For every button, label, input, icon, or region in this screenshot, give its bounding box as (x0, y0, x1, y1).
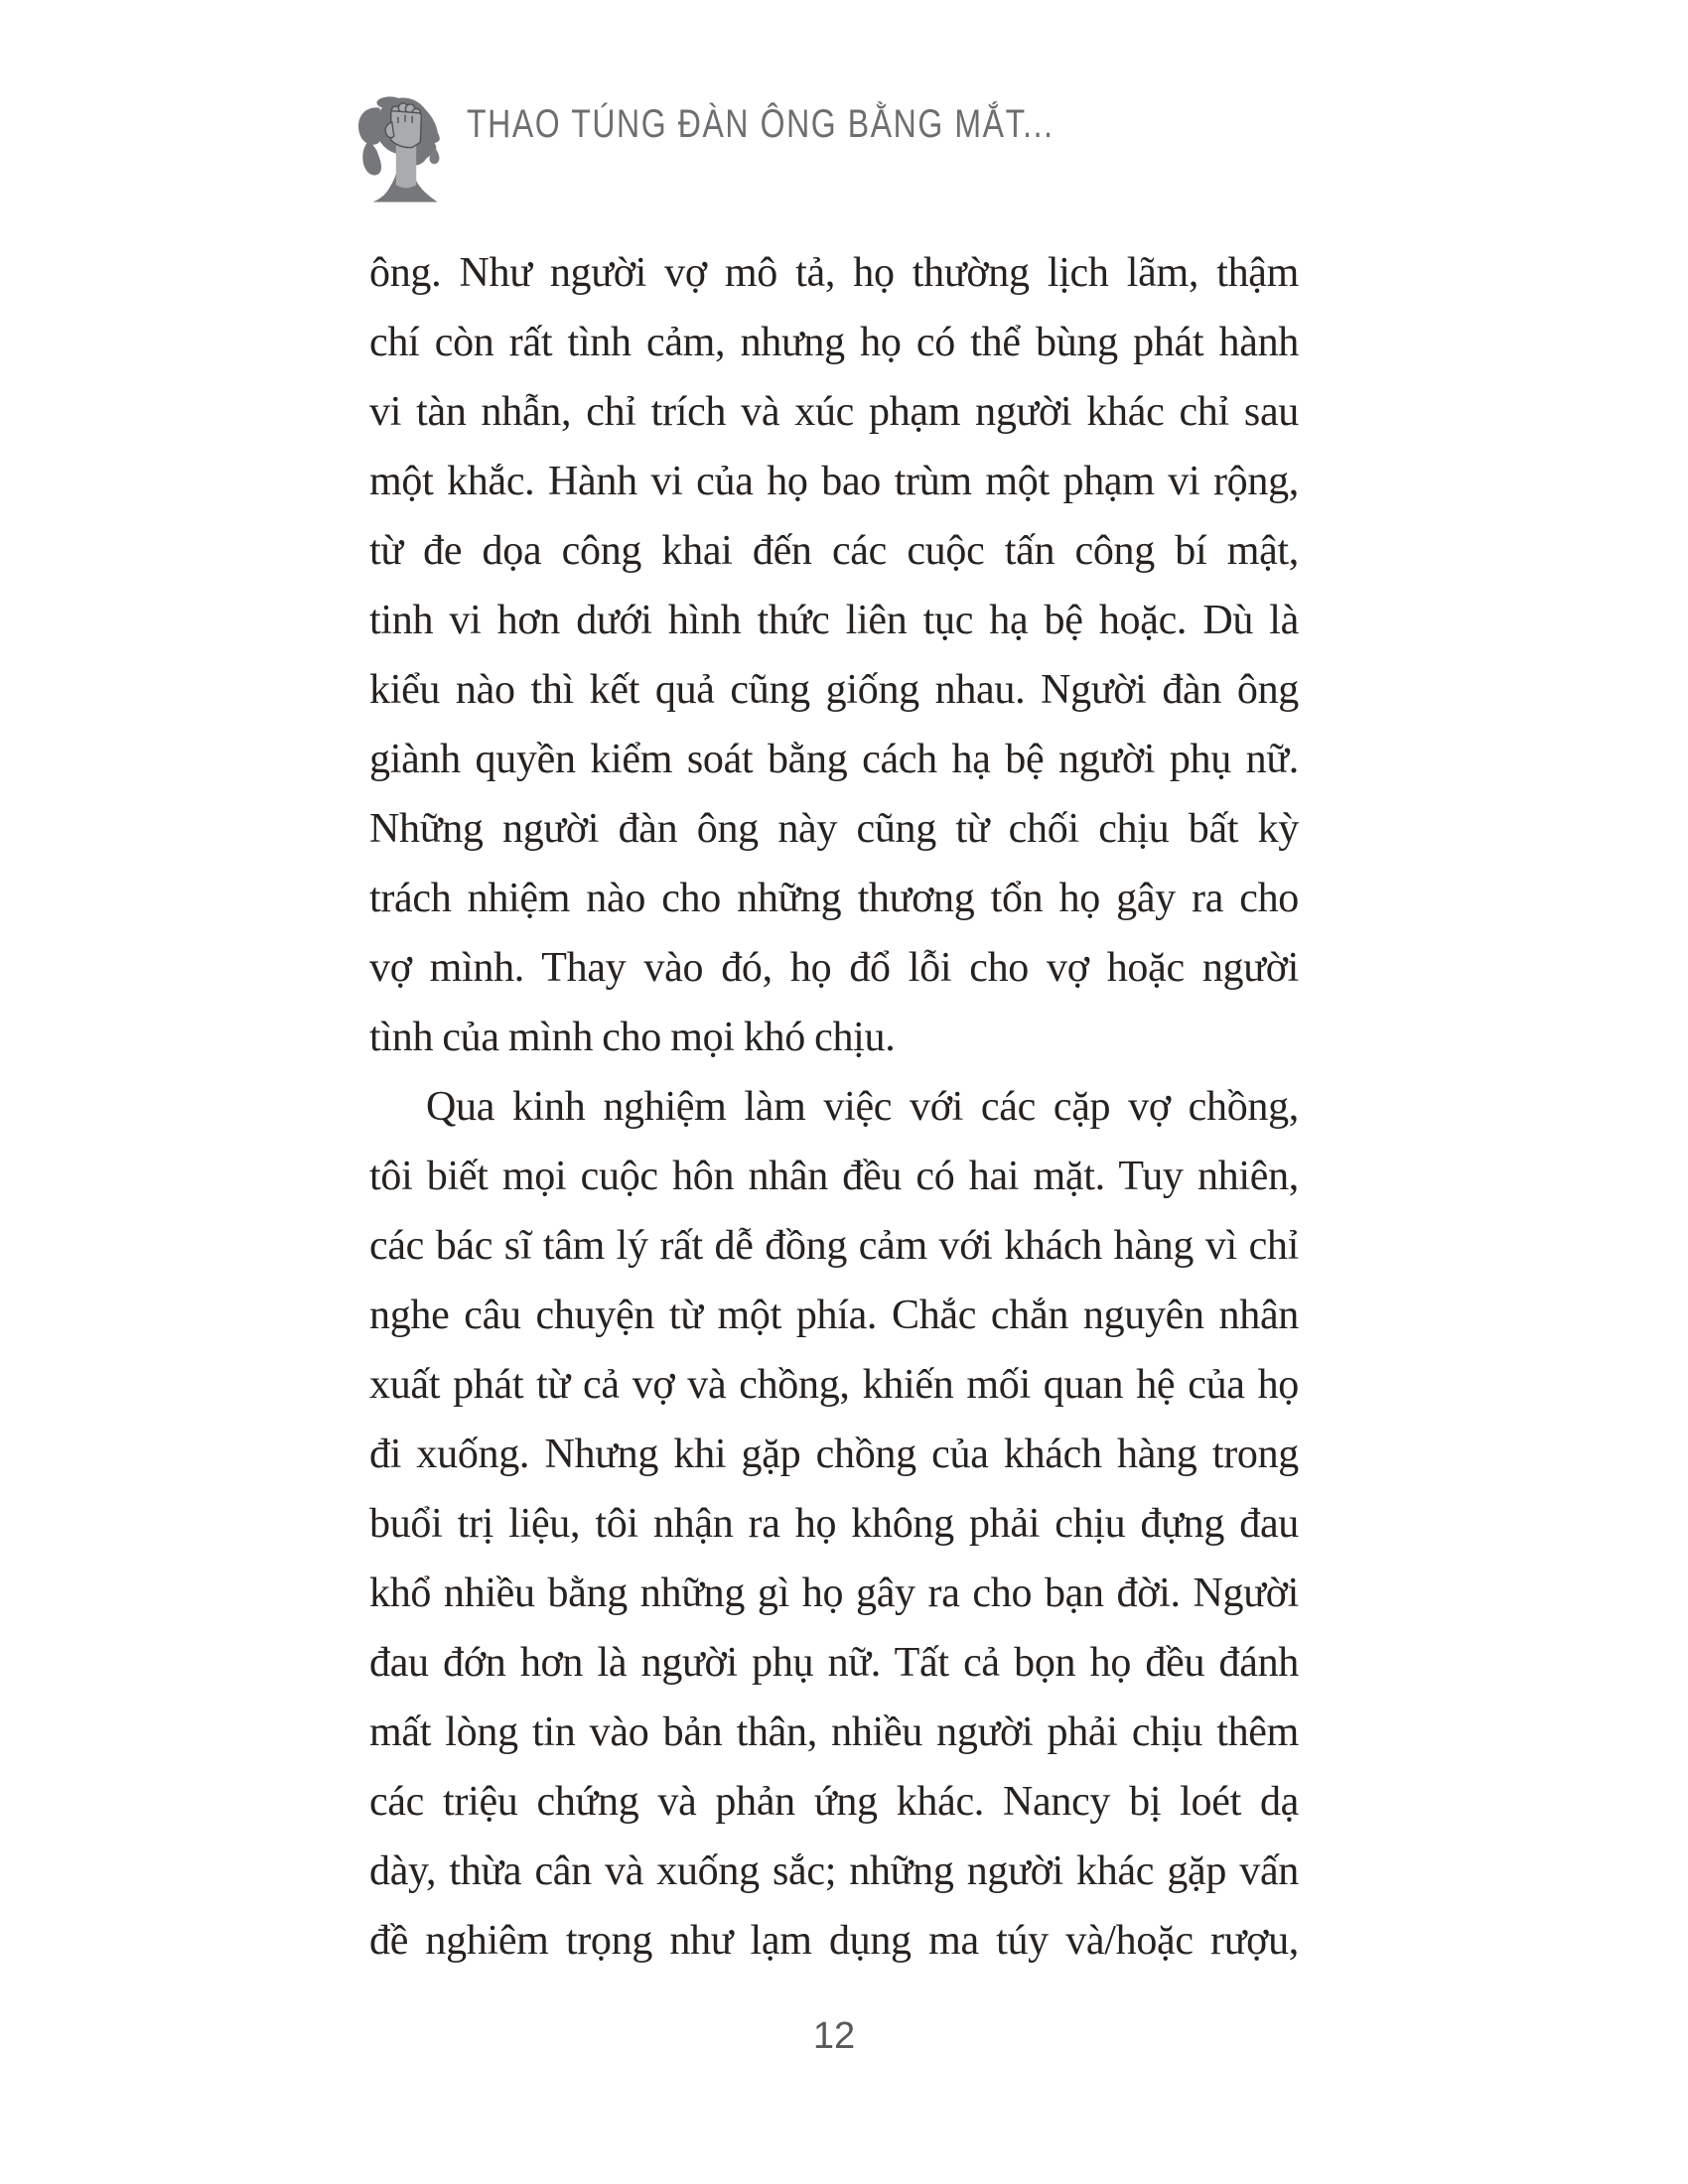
body-line: đau đớn hơn là người phụ nữ. Tất cả bọn họ đều đánh (369, 1640, 1299, 1686)
body-line: tinh vi hơn dưới hình thức liên tục hạ bệ hoặc. Dù là (369, 598, 1299, 643)
body-line: dày, thừa cân và xuống sắc; những người khác gặp vấn (369, 1848, 1299, 1894)
body-line: các bác sĩ tâm lý rất dễ đồng cảm với khách hàng vì chỉ (369, 1223, 1299, 1269)
body-line: xuất phát từ cả vợ và chồng, khiến mối quan hệ của họ (369, 1362, 1299, 1408)
body-line: Qua kinh nghiệm làm việc với các cặp vợ chồng, (426, 1084, 1299, 1130)
body-line: Những người đàn ông này cũng từ chối chịu bất kỳ (369, 806, 1299, 852)
body-line: đi xuống. Nhưng khi gặp chồng của khách hàng trong (369, 1432, 1299, 1477)
body-line: mất lòng tin vào bản thân, nhiều người phải chịu thêm (369, 1709, 1299, 1755)
body-line: trách nhiệm nào cho những thương tổn họ gây ra cho (369, 876, 1299, 921)
body-line: buổi trị liệu, tôi nhận ra họ không phải chịu đựng đau (369, 1501, 1299, 1547)
body-line: khổ nhiều bằng những gì họ gây ra cho bạn đời. Người (369, 1570, 1299, 1616)
body-line: vi tàn nhẫn, chỉ trích và xúc phạm người khác chỉ sau (369, 389, 1299, 435)
body-line: ông. Như người vợ mô tả, họ thường lịch lãm, thậm (369, 250, 1299, 296)
body-line: tôi biết mọi cuộc hôn nhân đều có hai mặt. Tuy nhiên, (369, 1154, 1299, 1199)
body-line: một khắc. Hành vi của họ bao trùm một phạm vi rộng, (369, 459, 1299, 504)
woman-profile-fist-tear-icon (355, 95, 454, 205)
body-text (369, 238, 1299, 1976)
body-line: các triệu chứng và phản ứng khác. Nancy bị loét dạ (369, 1779, 1299, 1825)
body-line: tình của mình cho mọi khó chịu. (369, 1015, 896, 1060)
running-header-title: THAO TÚNG ĐÀN ÔNG BẰNG MẮT... (467, 102, 1055, 146)
body-line: nghe câu chuyện từ một phía. Chắc chắn nguyên nhân (369, 1293, 1299, 1338)
body-line: chí còn rất tình cảm, nhưng họ có thể bùng phát hành (369, 320, 1299, 365)
body-line: kiểu nào thì kết quả cũng giống nhau. Người đàn ông (369, 667, 1299, 713)
body-line: từ đe dọa công khai đến các cuộc tấn công bí mật, (369, 528, 1299, 574)
page-number: 12 (812, 2015, 856, 2057)
body-line: vợ mình. Thay vào đó, họ đổ lỗi cho vợ hoặc người (369, 945, 1299, 991)
body-line: đề nghiêm trọng như lạm dụng ma túy và/hoặc rượu, (369, 1918, 1299, 1964)
body-line: giành quyền kiểm soát bằng cách hạ bệ người phụ nữ. (369, 737, 1299, 782)
